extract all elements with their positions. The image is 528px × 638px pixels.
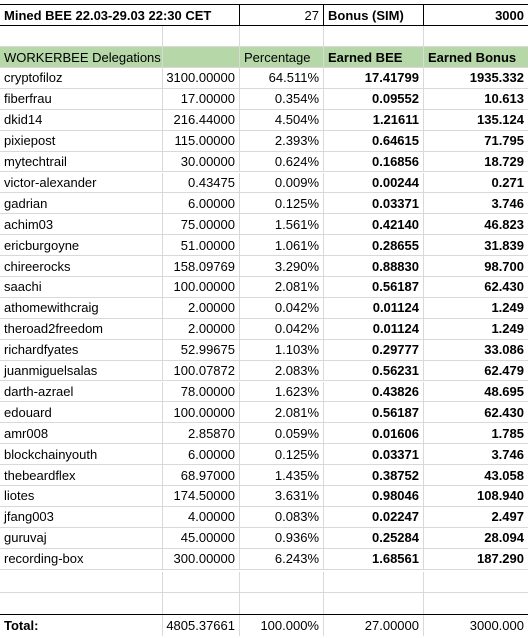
table-row xyxy=(0,214,528,235)
mined-bee-label[interactable]: Mined BEE 22.03-29.03 22:30 CET xyxy=(0,5,240,25)
cell-percentage[interactable]: 1.103% xyxy=(240,340,324,360)
table-row xyxy=(0,277,528,298)
cell-earned-bee[interactable]: 0.28655 xyxy=(324,235,424,255)
table-row xyxy=(0,193,528,214)
cell-earned-bonus[interactable]: 0.271 xyxy=(491,174,524,190)
cell-percentage[interactable]: 2.393% xyxy=(240,131,324,151)
cell-percentage[interactable]: 4.504% xyxy=(240,110,324,130)
cell-percentage[interactable]: 2.083% xyxy=(240,361,324,381)
cell-name[interactable]: mytechtrail xyxy=(0,152,163,172)
cell-earned-bee[interactable]: 0.88830 xyxy=(324,256,424,276)
cell-earned-bonus[interactable]: 1935.332 xyxy=(469,70,524,86)
cell-name[interactable]: recording-box xyxy=(0,549,163,569)
cell-earned-bonus[interactable]: 98.700 xyxy=(484,258,524,274)
cell-percentage[interactable]: 64.511% xyxy=(240,68,324,88)
table-row xyxy=(0,382,528,403)
cell-earned-bee[interactable]: 0.43826 xyxy=(324,382,424,402)
cell-earned-bee[interactable]: 0.01124 xyxy=(324,298,424,318)
cell-percentage[interactable]: 0.354% xyxy=(240,89,324,109)
table-row xyxy=(0,402,528,423)
cell-amount[interactable]: 2.00000 xyxy=(163,298,240,318)
cell-amount[interactable]: 100.07872 xyxy=(163,361,240,381)
cell-amount[interactable]: 52.99675 xyxy=(163,340,240,360)
mined-bee-value[interactable]: 27 xyxy=(240,5,324,25)
cell-earned-bee[interactable]: 0.00244 xyxy=(324,173,424,193)
cell-name[interactable]: athomewithcraig xyxy=(0,298,163,318)
cell-earned-bonus[interactable]: 3.746 xyxy=(491,446,524,462)
cell-earned-bee[interactable]: 0.16856 xyxy=(324,152,424,172)
cell-earned-bee[interactable]: 0.64615 xyxy=(324,131,424,151)
total-label[interactable]: Total: xyxy=(0,615,163,636)
empty-cell[interactable] xyxy=(163,572,240,592)
cell-earned-bee[interactable]: 17.41799 xyxy=(324,68,424,88)
cell-earned-bee[interactable]: 1.68561 xyxy=(324,549,424,569)
cell-amount[interactable]: 216.44000 xyxy=(163,110,240,130)
table-row xyxy=(0,235,528,256)
total-row xyxy=(0,614,528,636)
table-row xyxy=(0,256,528,277)
cell-earned-bonus[interactable]: 28.094 xyxy=(484,530,524,546)
cell-percentage[interactable]: 1.061% xyxy=(240,235,324,255)
cell-earned-bee[interactable]: 0.56231 xyxy=(324,361,424,381)
cell-earned-bee[interactable]: 0.01606 xyxy=(324,423,424,443)
cell-name[interactable]: ericburgoyne xyxy=(0,235,163,255)
cell-earned-bee[interactable]: 0.98046 xyxy=(324,486,424,506)
cell-amount[interactable]: 68.97000 xyxy=(163,465,240,485)
cell-earned-bee[interactable]: 0.29777 xyxy=(324,340,424,360)
header-amount[interactable] xyxy=(163,47,240,67)
cell-earned-bee[interactable]: 0.56187 xyxy=(324,402,424,422)
cell-earned-bonus[interactable]: 3.746 xyxy=(491,195,524,211)
cell-percentage[interactable]: 1.561% xyxy=(240,214,324,234)
cell-name[interactable]: juanmiguelsalas xyxy=(0,361,163,381)
cell-percentage[interactable]: 1.623% xyxy=(240,382,324,402)
cell-amount[interactable]: 75.00000 xyxy=(163,214,240,234)
cell-name[interactable]: richardfyates xyxy=(0,340,163,360)
empty-cell[interactable] xyxy=(424,593,528,614)
table-row xyxy=(0,110,528,131)
table-row xyxy=(0,89,528,110)
cell-percentage[interactable]: 0.125% xyxy=(240,193,324,213)
table-row xyxy=(0,173,528,194)
cell-earned-bee[interactable]: 0.03371 xyxy=(324,444,424,464)
table-row xyxy=(0,131,528,152)
cell-amount[interactable]: 115.00000 xyxy=(163,131,240,151)
cell-percentage[interactable]: 0.059% xyxy=(240,423,324,443)
empty-cell[interactable] xyxy=(0,572,163,592)
table-row xyxy=(0,340,528,361)
cell-amount[interactable]: 300.00000 xyxy=(163,549,240,569)
cell-amount[interactable]: 17.00000 xyxy=(163,89,240,109)
empty-cell[interactable] xyxy=(163,593,240,614)
cell-earned-bee[interactable]: 0.25284 xyxy=(324,528,424,548)
cell-earned-bonus[interactable]: 71.795 xyxy=(484,133,524,149)
total-amount[interactable]: 4805.37661 xyxy=(163,615,240,636)
cell-amount[interactable]: 6.00000 xyxy=(163,193,240,213)
table-row xyxy=(0,423,528,444)
cell-name[interactable]: guruvaj xyxy=(0,528,163,548)
empty-cell[interactable] xyxy=(0,593,163,614)
cell-amount[interactable]: 30.00000 xyxy=(163,152,240,172)
blank-row xyxy=(0,593,528,614)
cell-name[interactable]: jfang003 xyxy=(0,507,163,527)
cell-earned-bonus[interactable]: 2.497 xyxy=(491,509,524,525)
cell-percentage[interactable]: 1.435% xyxy=(240,465,324,485)
table-row xyxy=(0,507,528,528)
cell-earned-bonus[interactable]: 10.613 xyxy=(484,91,524,107)
empty-cell[interactable] xyxy=(424,572,528,592)
empty-cell[interactable] xyxy=(163,26,240,46)
table-row xyxy=(0,68,528,89)
cell-name[interactable]: chireerocks xyxy=(0,256,163,276)
cell-name[interactable]: liotes xyxy=(0,486,163,506)
cell-name[interactable]: dkid14 xyxy=(0,110,163,130)
cell-percentage[interactable]: 0.042% xyxy=(240,319,324,339)
cell-earned-bonus[interactable]: 187.290 xyxy=(477,551,524,567)
total-earned-bonus[interactable]: 3000.000 xyxy=(469,618,524,633)
total-percentage[interactable]: 100.000% xyxy=(240,615,324,636)
header-earned-bonus[interactable]: Earned Bonus xyxy=(428,49,517,65)
cell-amount[interactable]: 100.00000 xyxy=(163,277,240,297)
bonus-label[interactable]: Bonus (SIM) xyxy=(324,5,424,25)
cell-amount[interactable]: 4.00000 xyxy=(163,507,240,527)
table-row xyxy=(0,361,528,382)
empty-cell[interactable] xyxy=(324,26,424,46)
cell-amount[interactable]: 2.85870 xyxy=(163,423,240,443)
table-row xyxy=(0,152,528,173)
cell-percentage[interactable]: 0.083% xyxy=(240,507,324,527)
cell-earned-bonus[interactable]: 62.479 xyxy=(484,363,524,379)
table-row xyxy=(0,298,528,319)
cell-earned-bonus[interactable]: 46.823 xyxy=(484,216,524,232)
empty-cell[interactable] xyxy=(424,26,528,46)
cell-earned-bonus[interactable]: 1.785 xyxy=(491,425,524,441)
cell-percentage[interactable]: 0.125% xyxy=(240,444,324,464)
cell-amount[interactable]: 174.50000 xyxy=(163,486,240,506)
cell-percentage[interactable]: 2.081% xyxy=(240,277,324,297)
table-row xyxy=(0,444,528,465)
header-delegations[interactable]: WORKERBEE Delegations xyxy=(0,47,163,67)
cell-amount[interactable]: 158.09769 xyxy=(163,256,240,276)
cell-earned-bee[interactable]: 0.01124 xyxy=(324,319,424,339)
table-row xyxy=(0,486,528,507)
empty-cell[interactable] xyxy=(324,572,424,592)
cell-name[interactable]: pixiepost xyxy=(0,131,163,151)
cell-name[interactable]: fiberfrau xyxy=(0,89,163,109)
cell-earned-bonus[interactable]: 108.940 xyxy=(477,488,524,504)
cell-earned-bee[interactable]: 0.56187 xyxy=(324,277,424,297)
header-earned-bee[interactable]: Earned BEE xyxy=(324,47,424,67)
cell-percentage[interactable]: 0.042% xyxy=(240,298,324,318)
cell-earned-bonus[interactable]: 31.839 xyxy=(484,237,524,253)
cell-earned-bee[interactable]: 0.09552 xyxy=(324,89,424,109)
cell-earned-bonus[interactable]: 18.729 xyxy=(484,154,524,170)
empty-cell[interactable] xyxy=(324,593,424,614)
cell-name[interactable]: thebeardflex xyxy=(0,465,163,485)
cell-earned-bee[interactable]: 0.02247 xyxy=(324,507,424,527)
cell-earned-bonus[interactable]: 33.086 xyxy=(484,342,524,358)
cell-earned-bee[interactable]: 0.03371 xyxy=(324,193,424,213)
cell-percentage[interactable]: 2.081% xyxy=(240,402,324,422)
empty-cell[interactable] xyxy=(240,26,324,46)
cell-amount[interactable]: 45.00000 xyxy=(163,528,240,548)
blank-row xyxy=(0,26,528,47)
cell-amount[interactable]: 100.00000 xyxy=(163,402,240,422)
cell-amount[interactable]: 78.00000 xyxy=(163,382,240,402)
empty-cell[interactable] xyxy=(240,572,324,592)
blank-row xyxy=(0,572,528,593)
cell-name[interactable]: gadrian xyxy=(0,193,163,213)
cell-earned-bonus[interactable]: 43.058 xyxy=(484,467,524,483)
cell-name[interactable]: achim03 xyxy=(0,214,163,234)
cell-earned-bonus[interactable]: 62.430 xyxy=(484,279,524,295)
cell-earned-bonus[interactable]: 62.430 xyxy=(484,404,524,420)
table-row xyxy=(0,319,528,340)
cell-amount[interactable]: 6.00000 xyxy=(163,444,240,464)
cell-name[interactable]: saachi xyxy=(0,277,163,297)
cell-name[interactable]: edouard xyxy=(0,402,163,422)
empty-cell[interactable] xyxy=(240,593,324,614)
cell-amount[interactable]: 0.43475 xyxy=(163,173,240,193)
header-percentage[interactable]: Percentage xyxy=(240,47,324,67)
cell-name[interactable]: darth-azrael xyxy=(0,382,163,402)
cell-name[interactable]: amr008 xyxy=(0,423,163,443)
cell-name[interactable]: victor-alexander xyxy=(0,173,163,193)
cell-name[interactable]: cryptofiloz xyxy=(0,68,163,88)
empty-cell[interactable] xyxy=(0,26,163,46)
cell-earned-bonus[interactable]: 48.695 xyxy=(484,383,524,399)
cell-percentage[interactable]: 0.624% xyxy=(240,152,324,172)
table-header-row xyxy=(0,47,528,68)
cell-earned-bonus[interactable]: 1.249 xyxy=(491,321,524,337)
cell-earned-bonus[interactable]: 1.249 xyxy=(491,300,524,316)
cell-percentage[interactable]: 0.009% xyxy=(240,173,324,193)
cell-percentage[interactable]: 3.631% xyxy=(240,486,324,506)
cell-percentage[interactable]: 6.243% xyxy=(240,549,324,569)
cell-name[interactable]: theroad2freedom xyxy=(0,319,163,339)
bonus-value[interactable]: 3000 xyxy=(495,7,524,23)
table-row xyxy=(0,528,528,549)
table-row xyxy=(0,549,528,570)
cell-name[interactable]: blockchainyouth xyxy=(0,444,163,464)
cell-earned-bee[interactable]: 0.42140 xyxy=(324,214,424,234)
cell-earned-bee[interactable]: 1.21611 xyxy=(324,110,424,130)
table-row xyxy=(0,465,528,486)
cell-percentage[interactable]: 0.936% xyxy=(240,528,324,548)
cell-earned-bee[interactable]: 0.38752 xyxy=(324,465,424,485)
cell-amount[interactable]: 51.00000 xyxy=(163,235,240,255)
cell-percentage[interactable]: 3.290% xyxy=(240,256,324,276)
cell-amount[interactable]: 3100.00000 xyxy=(163,68,240,88)
summary-row xyxy=(0,4,528,26)
total-earned-bee[interactable]: 27.00000 xyxy=(324,615,424,636)
cell-amount[interactable]: 2.00000 xyxy=(163,319,240,339)
cell-earned-bonus[interactable]: 135.124 xyxy=(477,112,524,128)
